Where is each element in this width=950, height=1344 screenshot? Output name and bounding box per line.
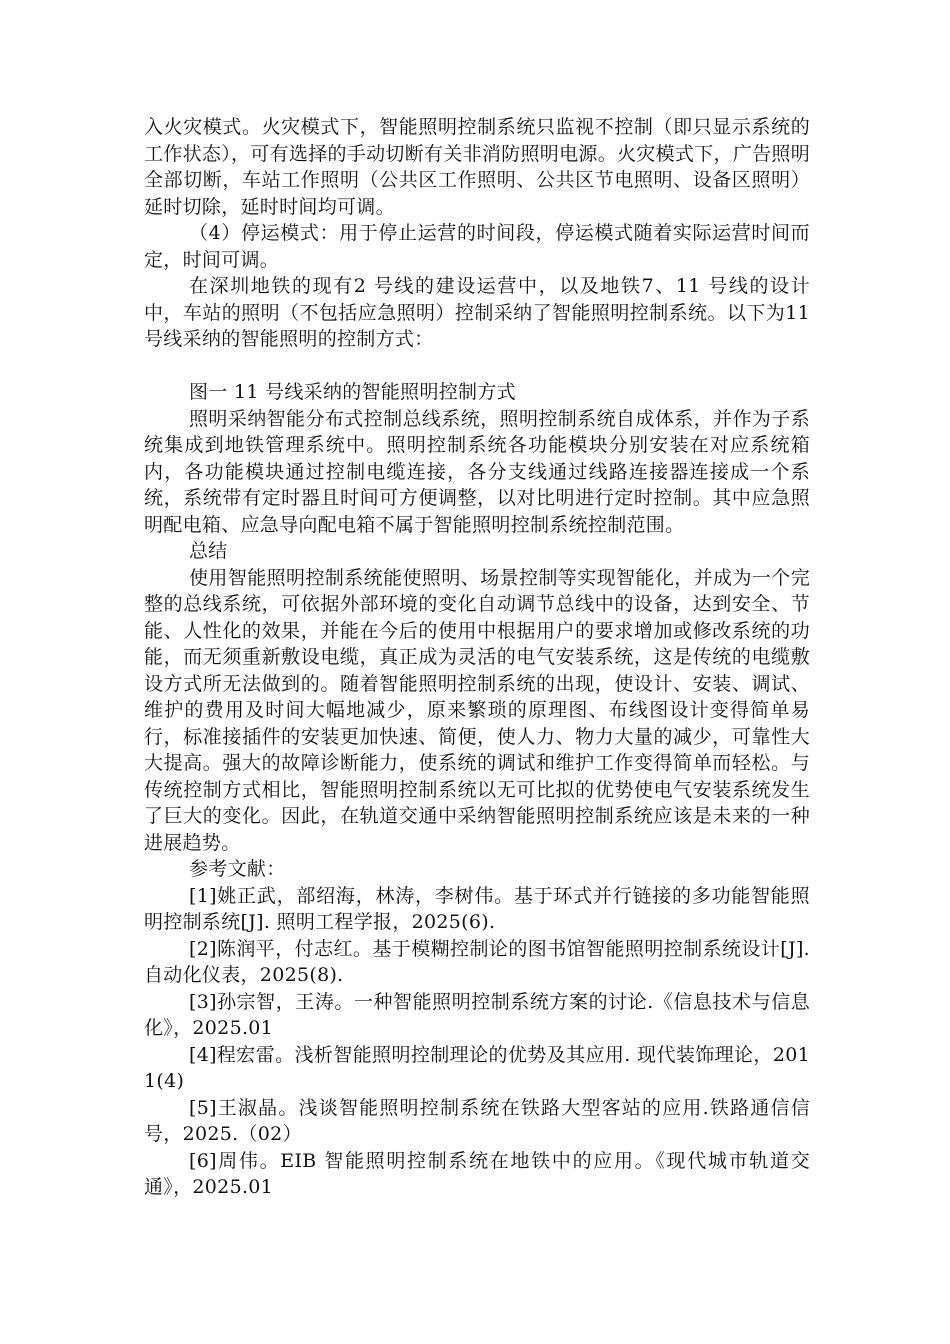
reference-item: [3]孙宗智，王涛。一种智能照明控制系统方案的讨论.《信息技术与信息化》，2025.01 <box>144 990 810 1039</box>
reference-item: [1]姚正武，部绍海，林涛，李树伟。基于环式并行链接的多功能智能照明控制系统[J]. 照明工程学报，2025(6). <box>144 884 810 933</box>
reference-item: [5]王淑晶。浅谈智能照明控制系统在铁路大型客站的应用.铁路通信信号，2025.（02） <box>144 1096 810 1145</box>
paragraph-shenzhen-metro: 在深圳地铁的现有2 号线的建设运营中，以及地铁7、11 号线的设计中，车站的照明（不包括应急照明）控制采纳了智能照明控制系统。以下为11 号线采纳的智能照明的控制方式： <box>144 275 810 350</box>
document-body <box>144 114 810 1201</box>
paragraph-stop-mode: （4）停运模式：用于停止运营的时间段，停运模式随着实际运营时间而定，时间可调。 <box>144 222 810 271</box>
reference-item: [4]程宏雷。浅析智能照明控制理论的优势及其应用. 现代装饰理论，201 1(4) <box>144 1043 810 1092</box>
references-heading: 参考文献： <box>189 858 286 880</box>
paragraph-summary: 使用智能照明控制系统能使照明、场景控制等实现智能化，并成为一个完整的总线系统，可依据外部环境的变化自动调节总线中的设备，达到安全、节能、人性化的效果，并能在今后的使用中根据用户的要求增加或修改系统的功能，而无须重新敷设电缆，真正成为灵活的电气安装系统，这是传统的电缆敷设方式所无法做到的。随着智能照明控制系统的出现，使设计、安装、调试、维护的费用及时间大幅地减少，原来繁琐的原理图、布线图设计变得简单易行，标准接插件的安装更加快速、简便，使人力、物力大量的减少，可靠性大大提高。强大的故障诊断能力，使系统的调试和维护工作变得简单而轻松。与传统控制方式相比，智能照明控制系统以无可比拟的优势使电气安装系统发生了巨大的变化。因此，在轨道交通中采纳智能照明控制系统应该是未来的一种进展趋势。 <box>144 566 810 854</box>
summary-heading: 总结 <box>189 540 228 562</box>
reference-item: [6]周伟。EIB 智能照明控制系统在地铁中的应用。《现代城市轨道交通》，2025.01 <box>144 1149 810 1198</box>
figure-caption: 图一 11 号线采纳的智能照明控制方式 <box>189 381 516 403</box>
paragraph-distributed-bus: 照明采纳智能分布式控制总线系统，照明控制系统自成体系，并作为子系统集成到地铁管理系统中。照明控制系统各功能模块分别安装在对应系统箱内，各功能模块通过控制电缆连接，各分支线通过线路连接器连接成一个系统，系统带有定时器且时间可方便调整，以对比明进行定时控制。其中应急照明配电箱、应急导向配电箱不属于智能照明控制系统控制范围。 <box>144 407 810 536</box>
reference-item: [2]陈润平，付志红。基于模糊控制论的图书馆智能照明控制系统设计[J]. 自动化仪表，2025(8). <box>144 937 810 986</box>
paragraph-fire-mode: 入火灾模式。火灾模式下，智能照明控制系统只监视不控制（即只显示系统的工作状态），可有选择的手动切断有关非消防照明电源。火灾模式下，广告照明全部切断，车站工作照明（公共区工作照明、公共区节电照明、设备区照明）延时切除，延时时间均可调。 <box>144 116 811 218</box>
figure-placeholder <box>144 353 810 380</box>
